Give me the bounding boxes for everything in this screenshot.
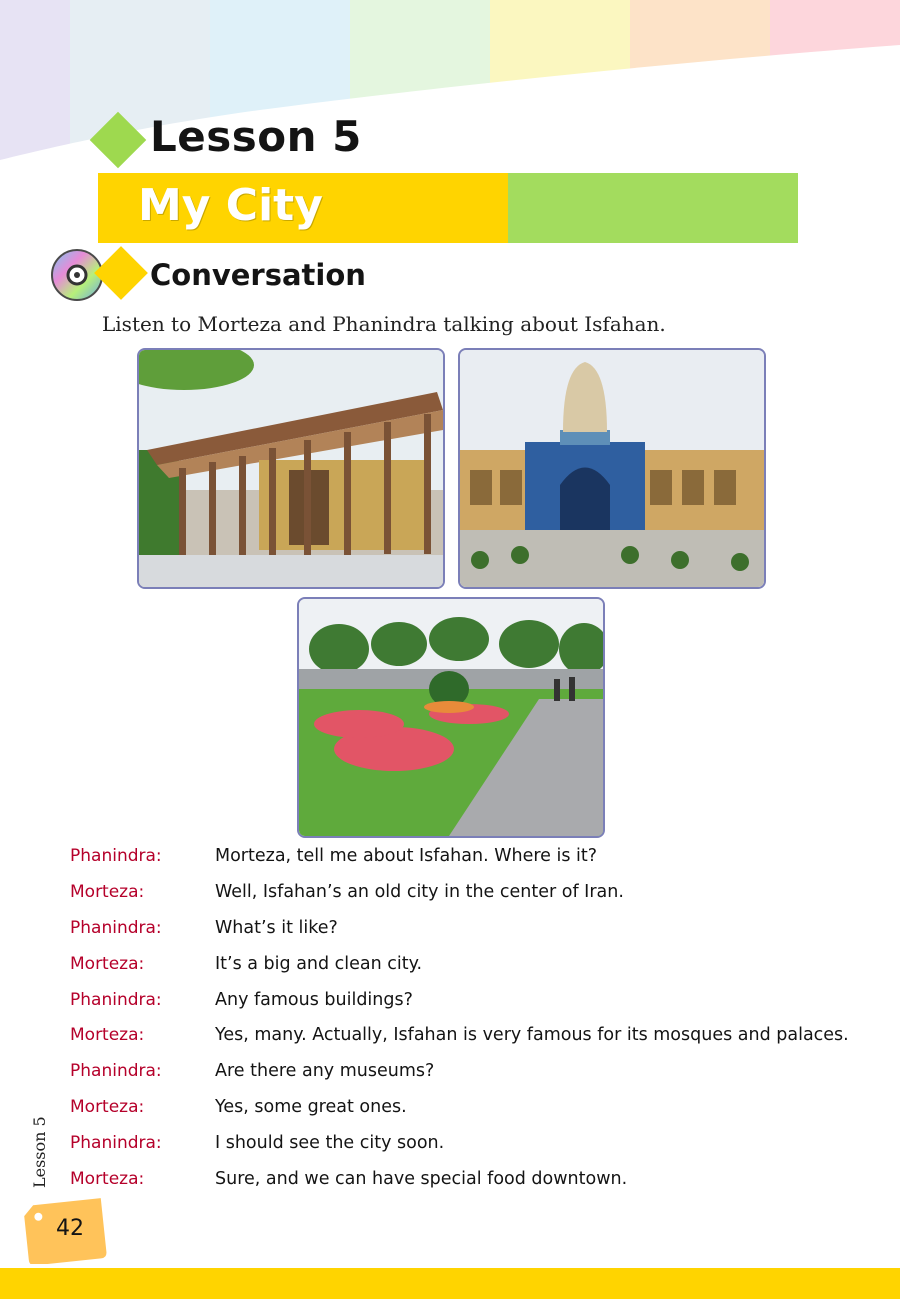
lesson-label: Lesson 5 [150,112,362,161]
speech-text: Any famous buildings? [215,989,413,1010]
dialogue-line [70,1017,890,1053]
mosque-photo [458,348,766,589]
palace-photo [137,348,445,589]
dialogue [70,838,890,1197]
dialogue-line [70,1089,890,1125]
speaker-name: Phanindra: [70,917,162,938]
speaker-name: Morteza: [70,1097,145,1118]
speaker-name: Morteza: [70,1168,145,1189]
garden-photo [297,597,605,838]
speech-text: Yes, many. Actually, Isfahan is very famous for its mosques and palaces. [215,1025,849,1046]
speech-text: Well, Isfahan’s an old city in the center of Iran. [215,881,624,902]
dialogue-line [70,1053,890,1089]
side-lesson-label: Lesson 5 [30,1116,49,1188]
speech-text: I should see the city soon. [215,1133,445,1154]
speech-text: Sure, and we can have special food downtown. [215,1168,628,1189]
speech-text: Morteza, tell me about Isfahan. Where is it? [215,845,598,866]
dialogue-line [70,982,890,1018]
speech-text: Are there any museums? [215,1061,435,1082]
dialogue-line [70,910,890,946]
speaker-name: Morteza: [70,953,145,974]
dialogue-line [70,1125,890,1161]
title-bar [98,173,798,243]
page-number: 42 [56,1216,84,1241]
page-title: My City [138,180,323,231]
section-title: Conversation [150,258,366,292]
speaker-name: Phanindra: [70,1061,162,1082]
speaker-name: Phanindra: [70,1133,162,1154]
bottom-bar [0,1268,900,1299]
speech-text: What’s it like? [215,917,338,938]
dialogue-line [70,1161,890,1197]
instruction-text: Listen to Morteza and Phanindra talking about Isfahan. [102,312,666,336]
speaker-name: Phanindra: [70,845,162,866]
speech-text: It’s a big and clean city. [215,953,423,974]
dialogue-line [70,838,890,874]
speaker-name: Morteza: [70,881,145,902]
speech-text: Yes, some great ones. [215,1097,407,1118]
speaker-name: Morteza: [70,1025,145,1046]
dialogue-line [70,874,890,910]
dialogue-line [70,946,890,982]
speaker-name: Phanindra: [70,989,162,1010]
